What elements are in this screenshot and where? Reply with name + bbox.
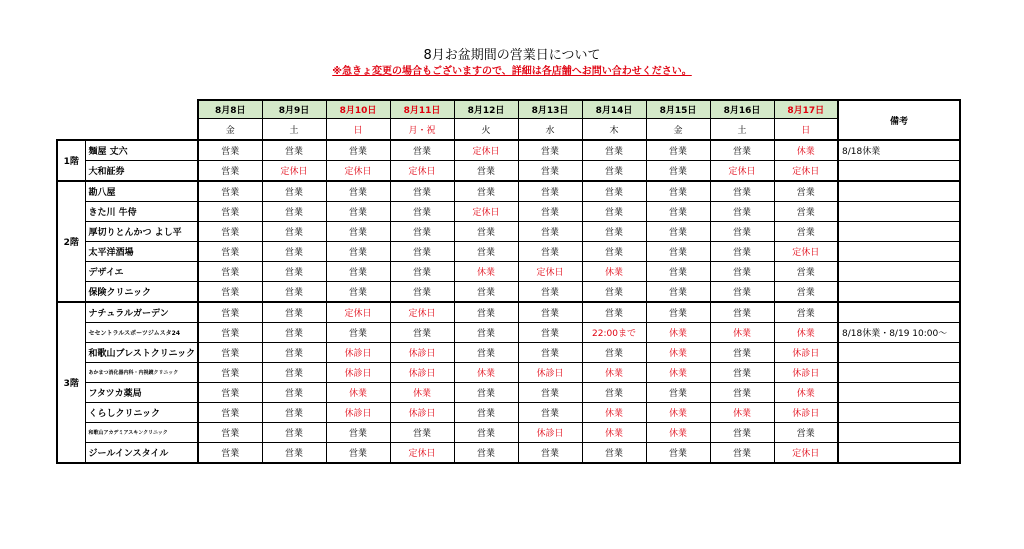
page-title: 8月お盆期間の営業日について <box>423 48 601 63</box>
status-cell: 営業 <box>774 262 838 282</box>
status-cell: 休診日 <box>518 423 582 443</box>
status-cell: 営業 <box>710 343 774 363</box>
table-row <box>57 140 960 161</box>
weekday-header: 火 <box>454 119 518 141</box>
status-cell: 営業 <box>710 282 774 303</box>
status-cell: 休業 <box>646 343 710 363</box>
status-cell: 営業 <box>454 403 518 423</box>
header-blank <box>57 100 198 140</box>
weekday-header: 金 <box>198 119 262 141</box>
status-cell: 営業 <box>518 282 582 303</box>
status-cell: 休業 <box>454 262 518 282</box>
business-days-table <box>56 99 961 464</box>
status-cell: 営業 <box>710 423 774 443</box>
status-cell: 営業 <box>198 202 262 222</box>
status-cell: 営業 <box>518 222 582 242</box>
status-cell: 営業 <box>518 161 582 182</box>
shop-name: 和歌山アカデミアスキンクリニック <box>85 423 198 443</box>
table-row <box>57 343 960 363</box>
status-cell: 定休日 <box>710 161 774 182</box>
status-cell: 定休日 <box>454 202 518 222</box>
status-cell: 営業 <box>646 181 710 202</box>
status-cell: 営業 <box>326 202 390 222</box>
table-row <box>57 403 960 423</box>
status-cell: 営業 <box>774 222 838 242</box>
status-cell: 営業 <box>518 181 582 202</box>
status-cell: 営業 <box>262 423 326 443</box>
status-cell: 休業 <box>582 262 646 282</box>
status-cell: 営業 <box>646 302 710 323</box>
status-cell: 休診日 <box>774 343 838 363</box>
status-cell: 営業 <box>326 222 390 242</box>
status-cell: 営業 <box>262 443 326 464</box>
weekday-header: 金 <box>646 119 710 141</box>
status-cell: 休診日 <box>774 363 838 383</box>
status-cell: 定休日 <box>774 242 838 262</box>
status-cell: 休業 <box>582 423 646 443</box>
status-cell: 営業 <box>454 181 518 202</box>
status-cell: 営業 <box>390 140 454 161</box>
date-header: 8月8日 <box>198 100 262 119</box>
status-cell: 休診日 <box>774 403 838 423</box>
status-cell: 営業 <box>774 282 838 303</box>
status-cell: 休業 <box>646 363 710 383</box>
status-cell: 営業 <box>326 443 390 464</box>
date-header: 8月16日 <box>710 100 774 119</box>
date-header: 8月12日 <box>454 100 518 119</box>
status-cell: 営業 <box>582 140 646 161</box>
status-cell: 営業 <box>710 202 774 222</box>
status-cell: 営業 <box>710 140 774 161</box>
status-cell: 休診日 <box>326 403 390 423</box>
shop-name: ジールインスタイル <box>85 443 198 464</box>
status-cell: 営業 <box>390 323 454 343</box>
date-header: 8月15日 <box>646 100 710 119</box>
status-cell: 営業 <box>198 443 262 464</box>
status-cell: 営業 <box>710 443 774 464</box>
notes-cell <box>838 202 960 222</box>
table-row <box>57 202 960 222</box>
notes-cell <box>838 302 960 323</box>
status-cell: 営業 <box>198 383 262 403</box>
notes-cell: 8/18休業・8/19 10:00～ <box>838 323 960 343</box>
status-cell: 営業 <box>774 302 838 323</box>
status-cell: 営業 <box>262 222 326 242</box>
table-row <box>57 302 960 323</box>
status-cell: 営業 <box>710 262 774 282</box>
status-cell: 営業 <box>710 363 774 383</box>
status-cell: 定休日 <box>774 443 838 464</box>
status-cell: 営業 <box>326 140 390 161</box>
status-cell: 休業 <box>582 363 646 383</box>
status-cell: 営業 <box>454 343 518 363</box>
status-cell: 休業 <box>582 403 646 423</box>
status-cell: 定休日 <box>518 262 582 282</box>
table-row <box>57 181 960 202</box>
date-header: 8月14日 <box>582 100 646 119</box>
shop-name: 和歌山ブレストクリニック <box>85 343 198 363</box>
status-cell: 定休日 <box>326 302 390 323</box>
floor-label: 2階 <box>57 181 85 302</box>
notes-cell <box>838 242 960 262</box>
shop-name: フタツカ薬局 <box>85 383 198 403</box>
status-cell: 休診日 <box>390 403 454 423</box>
status-cell: 営業 <box>390 423 454 443</box>
status-cell: 定休日 <box>390 443 454 464</box>
status-cell: 営業 <box>710 222 774 242</box>
table-row <box>57 262 960 282</box>
notes-cell <box>838 363 960 383</box>
status-cell: 営業 <box>326 282 390 303</box>
status-cell: 営業 <box>198 282 262 303</box>
status-cell: 休業 <box>646 323 710 343</box>
table-row <box>57 323 960 343</box>
date-header: 8月9日 <box>262 100 326 119</box>
notes-cell <box>838 262 960 282</box>
status-cell: 休診日 <box>326 363 390 383</box>
status-cell: 営業 <box>646 222 710 242</box>
status-cell: 休業 <box>774 383 838 403</box>
status-cell: 営業 <box>582 282 646 303</box>
status-cell: 営業 <box>262 403 326 423</box>
status-cell: 営業 <box>262 282 326 303</box>
date-header: 8月11日 <box>390 100 454 119</box>
table-row <box>57 423 960 443</box>
floor-label: 1階 <box>57 140 85 181</box>
status-cell: 営業 <box>710 302 774 323</box>
status-cell: 休業 <box>710 323 774 343</box>
status-cell: 営業 <box>646 242 710 262</box>
status-cell: 営業 <box>262 343 326 363</box>
status-cell: 営業 <box>518 343 582 363</box>
status-cell: 営業 <box>454 282 518 303</box>
status-cell: 休診日 <box>390 343 454 363</box>
floor-label: 3階 <box>57 302 85 463</box>
status-cell: 営業 <box>774 423 838 443</box>
status-cell: 営業 <box>646 262 710 282</box>
status-cell: 休業 <box>454 363 518 383</box>
status-cell: 営業 <box>646 282 710 303</box>
status-cell: 営業 <box>262 383 326 403</box>
notes-cell <box>838 181 960 202</box>
shop-name: きた川 牛侍 <box>85 202 198 222</box>
table-row <box>57 363 960 383</box>
status-cell: 営業 <box>198 363 262 383</box>
notes-cell <box>838 403 960 423</box>
status-cell: 営業 <box>518 302 582 323</box>
status-cell: 営業 <box>710 383 774 403</box>
status-cell: 営業 <box>518 383 582 403</box>
status-cell: 休業 <box>710 403 774 423</box>
status-cell: 定休日 <box>262 161 326 182</box>
status-cell: 営業 <box>198 423 262 443</box>
status-cell: 営業 <box>582 181 646 202</box>
status-cell: 営業 <box>326 323 390 343</box>
date-header: 8月17日 <box>774 100 838 119</box>
status-cell: 営業 <box>262 202 326 222</box>
table-row <box>57 242 960 262</box>
status-cell: 営業 <box>646 202 710 222</box>
status-cell: 営業 <box>390 262 454 282</box>
status-cell: 休業 <box>774 140 838 161</box>
status-cell: 定休日 <box>390 161 454 182</box>
status-cell: 休診日 <box>518 363 582 383</box>
date-header: 8月13日 <box>518 100 582 119</box>
shop-name: 麺屋 丈六 <box>85 140 198 161</box>
status-cell: 営業 <box>262 302 326 323</box>
status-cell: 営業 <box>262 242 326 262</box>
status-cell: 営業 <box>454 222 518 242</box>
weekday-header: 土 <box>262 119 326 141</box>
notes-cell <box>838 343 960 363</box>
status-cell: 営業 <box>198 242 262 262</box>
status-cell: 営業 <box>518 202 582 222</box>
status-cell: 営業 <box>710 181 774 202</box>
status-cell: 休業 <box>326 383 390 403</box>
status-cell: 営業 <box>262 323 326 343</box>
status-cell: 営業 <box>710 242 774 262</box>
status-cell: 営業 <box>262 140 326 161</box>
status-cell: 休診日 <box>326 343 390 363</box>
status-cell: 営業 <box>454 423 518 443</box>
shop-name: くらしクリニック <box>85 403 198 423</box>
weekday-header: 日 <box>774 119 838 141</box>
status-cell: 営業 <box>582 202 646 222</box>
notes-cell <box>838 161 960 182</box>
status-cell: 定休日 <box>390 302 454 323</box>
shop-name: セセントラルスポーツジムスタ24 <box>85 323 198 343</box>
status-cell: 営業 <box>326 262 390 282</box>
shop-name: 保険クリニック <box>85 282 198 303</box>
status-cell: 営業 <box>262 363 326 383</box>
status-cell: 営業 <box>582 161 646 182</box>
status-cell: 営業 <box>198 222 262 242</box>
status-cell: 営業 <box>198 140 262 161</box>
status-cell: 営業 <box>646 383 710 403</box>
table-row <box>57 161 960 182</box>
notes-cell <box>838 222 960 242</box>
status-cell: 営業 <box>454 383 518 403</box>
status-cell: 営業 <box>454 302 518 323</box>
weekday-header: 月・祝 <box>390 119 454 141</box>
status-cell: 営業 <box>454 242 518 262</box>
shop-name: ナチュラルガーデン <box>85 302 198 323</box>
status-cell: 営業 <box>326 242 390 262</box>
status-cell: 休診日 <box>390 363 454 383</box>
status-cell: 営業 <box>646 140 710 161</box>
status-cell: 営業 <box>454 323 518 343</box>
shop-name: デザイエ <box>85 262 198 282</box>
table-row <box>57 383 960 403</box>
status-cell: 営業 <box>198 323 262 343</box>
status-cell: 休業 <box>646 423 710 443</box>
date-header: 8月10日 <box>326 100 390 119</box>
status-cell: 営業 <box>390 242 454 262</box>
status-cell: 営業 <box>390 202 454 222</box>
shop-name: あかまつ消化器内科・内視鏡クリニック <box>85 363 198 383</box>
notes-cell: 8/18休業 <box>838 140 960 161</box>
status-cell: 営業 <box>582 343 646 363</box>
status-cell: 営業 <box>198 161 262 182</box>
weekday-header: 水 <box>518 119 582 141</box>
status-cell: 休業 <box>646 403 710 423</box>
change-notice: ※急きょ変更の場合もございますので、詳細は各店舗へお問い合わせください。 <box>332 66 692 77</box>
status-cell: 営業 <box>518 140 582 161</box>
status-cell: 22:00まで <box>582 323 646 343</box>
shop-name: 厚切りとんかつ よし平 <box>85 222 198 242</box>
status-cell: 営業 <box>518 443 582 464</box>
status-cell: 営業 <box>518 403 582 423</box>
weekday-header: 土 <box>710 119 774 141</box>
status-cell: 営業 <box>518 323 582 343</box>
table-row <box>57 443 960 464</box>
status-cell: 営業 <box>582 222 646 242</box>
status-cell: 営業 <box>582 383 646 403</box>
status-cell: 営業 <box>518 242 582 262</box>
table-row <box>57 222 960 242</box>
notes-cell <box>838 443 960 464</box>
table-row <box>57 282 960 303</box>
status-cell: 休業 <box>774 323 838 343</box>
status-cell: 営業 <box>454 443 518 464</box>
status-cell: 営業 <box>774 181 838 202</box>
status-cell: 定休日 <box>326 161 390 182</box>
status-cell: 営業 <box>582 443 646 464</box>
status-cell: 営業 <box>646 443 710 464</box>
status-cell: 営業 <box>198 302 262 323</box>
shop-name: 勘八屋 <box>85 181 198 202</box>
status-cell: 営業 <box>582 302 646 323</box>
status-cell: 休業 <box>390 383 454 403</box>
weekday-header: 木 <box>582 119 646 141</box>
status-cell: 営業 <box>390 222 454 242</box>
status-cell: 営業 <box>646 161 710 182</box>
status-cell: 営業 <box>390 181 454 202</box>
notes-header: 備考 <box>838 100 960 140</box>
status-cell: 営業 <box>198 262 262 282</box>
shop-name: 大和証券 <box>85 161 198 182</box>
status-cell: 定休日 <box>454 140 518 161</box>
status-cell: 営業 <box>390 282 454 303</box>
status-cell: 営業 <box>262 262 326 282</box>
status-cell: 営業 <box>198 181 262 202</box>
notes-cell <box>838 282 960 303</box>
status-cell: 営業 <box>454 161 518 182</box>
weekday-header: 日 <box>326 119 390 141</box>
status-cell: 営業 <box>582 242 646 262</box>
shop-name: 太平洋酒場 <box>85 242 198 262</box>
status-cell: 営業 <box>262 181 326 202</box>
status-cell: 営業 <box>198 403 262 423</box>
status-cell: 営業 <box>326 423 390 443</box>
notes-cell <box>838 423 960 443</box>
notes-cell <box>838 383 960 403</box>
status-cell: 営業 <box>774 202 838 222</box>
status-cell: 営業 <box>326 181 390 202</box>
status-cell: 営業 <box>198 343 262 363</box>
status-cell: 定休日 <box>774 161 838 182</box>
